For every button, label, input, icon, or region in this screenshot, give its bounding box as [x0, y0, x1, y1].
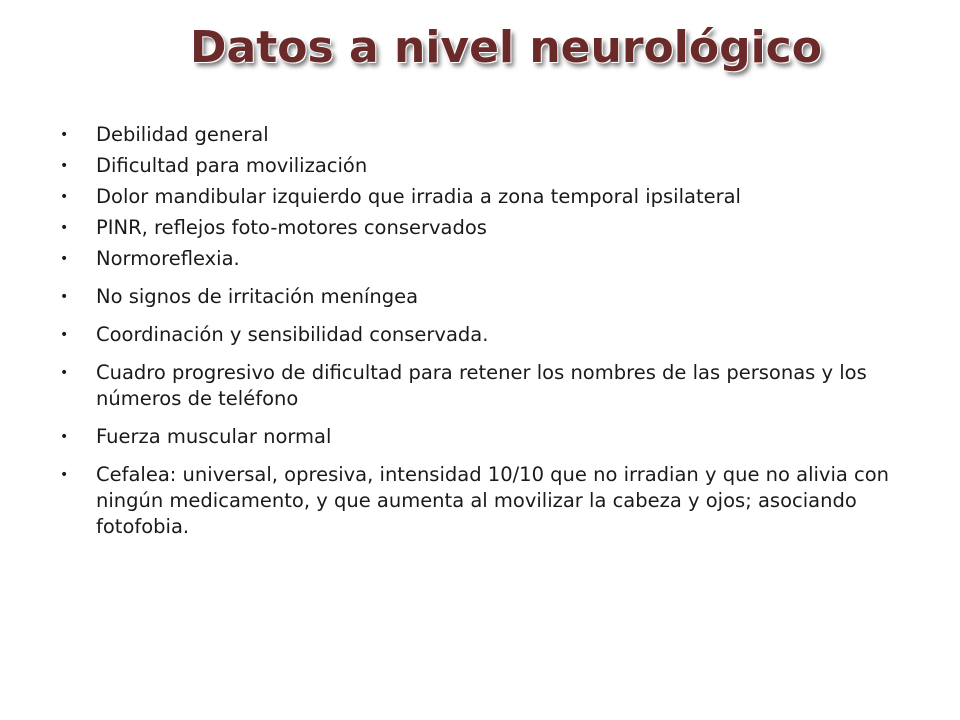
bullet-item	[60, 360, 920, 412]
bullet-item	[60, 462, 920, 540]
bullet-text: PINR, reflejos foto-motores conservados	[96, 216, 487, 239]
bullet-icon: •	[60, 158, 69, 174]
bullet-text: Dolor mandibular izquierdo que irradia a zona temporal ipsilateral	[96, 185, 741, 208]
bullet-item	[60, 246, 920, 272]
slide-title: Datos a nivel neurológico	[190, 22, 822, 73]
bullet-icon: •	[60, 327, 69, 343]
bullet-text: Normoreflexia.	[96, 247, 240, 270]
bullet-text: Cuadro progresivo de dificultad para retener los nombres de las personas y los números de teléfono	[96, 361, 867, 410]
bullet-text: Cefalea: universal, opresiva, intensidad 10/10 que no irradian y que no alivia con ningún medicamento, y que aumenta al movilizar la cabeza y ojos; asociando fotofobia.	[96, 463, 890, 538]
bullet-icon: •	[60, 127, 69, 143]
bullet-item	[60, 122, 920, 148]
bullet-item	[60, 284, 920, 310]
bullet-icon: •	[60, 467, 69, 483]
bullet-text: Dificultad para movilización	[96, 154, 368, 177]
bullet-icon: •	[60, 365, 69, 381]
bullet-text: No signos de irritación meníngea	[96, 285, 419, 308]
bullet-text: Coordinación y sensibilidad conservada.	[96, 323, 489, 346]
bullet-icon: •	[60, 189, 69, 205]
bullet-icon: •	[60, 251, 69, 267]
bullet-text: Debilidad general	[96, 123, 269, 146]
bullet-item	[60, 184, 920, 210]
bullet-icon: •	[60, 429, 69, 445]
bullet-text: Fuerza muscular normal	[96, 425, 332, 448]
bullet-item	[60, 322, 920, 348]
bullet-icon: •	[60, 289, 69, 305]
bullet-icon: •	[60, 220, 69, 236]
bullet-item	[60, 215, 920, 241]
bullet-list	[60, 122, 920, 545]
bullet-item	[60, 424, 920, 450]
bullet-item	[60, 153, 920, 179]
